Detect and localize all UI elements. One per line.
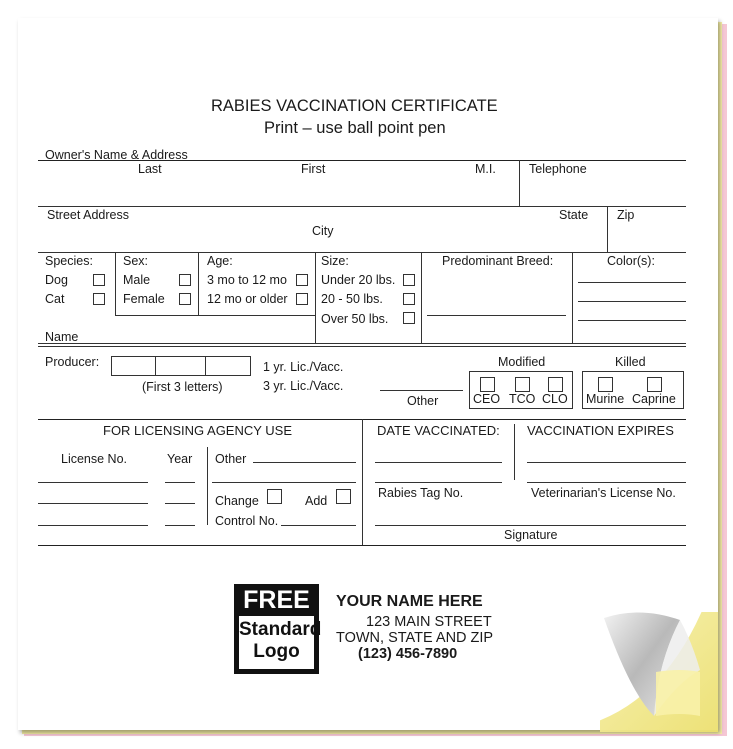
state-label: State	[559, 208, 589, 222]
species-cat-label: Cat	[45, 292, 65, 306]
age-older-checkbox[interactable]	[296, 293, 308, 305]
owner-section-label: Owner's Name & Address	[45, 148, 188, 162]
agency-other-line[interactable]	[253, 462, 356, 463]
age-option-older-label: 12 mo or older	[207, 292, 288, 306]
city-label: City	[312, 224, 334, 238]
divider	[421, 252, 422, 343]
divider	[38, 343, 686, 344]
sex-male-checkbox[interactable]	[179, 274, 191, 286]
vet-license-label: Veterinarian's License No.	[531, 486, 676, 500]
street-address-label: Street Address	[47, 208, 129, 222]
last-name-label: Last	[138, 162, 162, 176]
sex-female-label: Female	[123, 292, 165, 306]
tco-checkbox[interactable]	[515, 377, 530, 392]
year-line-2[interactable]	[165, 503, 195, 504]
year-label: Year	[167, 452, 193, 466]
caprine-checkbox[interactable]	[647, 377, 662, 392]
logo-free-text: FREE	[243, 586, 310, 614]
certificate-title: RABIES VACCINATION CERTIFICATE	[211, 97, 498, 115]
ceo-label: CEO	[473, 392, 501, 406]
zip-label: Zip	[617, 208, 635, 222]
clo-checkbox[interactable]	[548, 377, 563, 392]
date-vaccinated-label: DATE VACCINATED:	[377, 423, 500, 438]
color-input-line-2[interactable]	[578, 301, 686, 302]
date-vaccinated-line-2[interactable]	[375, 482, 502, 483]
species-dog-label: Dog	[45, 273, 68, 287]
modified-label: Modified	[498, 355, 546, 369]
license-no-label: License No.	[61, 452, 128, 466]
size-large-checkbox[interactable]	[403, 312, 415, 324]
murine-checkbox[interactable]	[598, 377, 613, 392]
license-line-1[interactable]	[38, 482, 148, 483]
imprint-city: TOWN, STATE AND ZIP	[336, 630, 494, 646]
telephone-label: Telephone	[529, 162, 587, 176]
pet-name-label: Name	[45, 330, 79, 344]
size-medium-label: 20 - 50 lbs.	[321, 292, 383, 306]
size-large-label: Over 50 lbs.	[321, 312, 389, 326]
divider	[362, 419, 363, 546]
expires-line[interactable]	[527, 462, 686, 463]
control-no-label: Control No.	[215, 514, 279, 528]
free-standard-logo	[234, 584, 322, 674]
divider	[38, 206, 686, 207]
year-line-3[interactable]	[165, 525, 195, 526]
vaccination-expires-label: VACCINATION EXPIRES	[527, 423, 674, 438]
one-year-license-label: 1 yr. Lic./Vacc.	[263, 360, 344, 374]
divider	[155, 356, 156, 375]
signature-line[interactable]	[375, 525, 686, 526]
killed-label: Killed	[615, 355, 646, 369]
imprint-street: 123 MAIN STREET	[366, 614, 492, 630]
color-input-line-3[interactable]	[578, 320, 686, 321]
three-year-license-label: 3 yr. Lic./Vacc.	[263, 379, 344, 393]
logo-logo-text: Logo	[253, 641, 300, 662]
colors-label: Color(s):	[607, 254, 655, 268]
certificate-subtitle: Print – use ball point pen	[264, 119, 446, 137]
rabies-tag-label: Rabies Tag No.	[378, 486, 464, 500]
licensing-agency-title: FOR LICENSING AGENCY USE	[103, 423, 293, 438]
age-young-checkbox[interactable]	[296, 274, 308, 286]
control-no-line[interactable]	[281, 525, 356, 526]
producer-hint: (First 3 letters)	[142, 380, 223, 394]
species-dog-checkbox[interactable]	[93, 274, 105, 286]
species-label: Species:	[45, 254, 93, 268]
divider	[519, 160, 520, 206]
divider	[38, 160, 686, 161]
producer-label: Producer:	[45, 355, 100, 369]
producer-letter-boxes[interactable]	[111, 356, 251, 376]
divider	[207, 447, 208, 525]
size-small-label: Under 20 lbs.	[321, 273, 396, 287]
signature-label: Signature	[504, 528, 558, 542]
breed-label: Predominant Breed:	[442, 254, 554, 268]
add-checkbox[interactable]	[336, 489, 351, 504]
change-label: Change	[215, 494, 259, 508]
divider	[115, 252, 116, 315]
divider	[38, 252, 686, 253]
clo-label: CLO	[542, 392, 568, 406]
caprine-label: Caprine	[632, 392, 676, 406]
size-label: Size:	[321, 254, 349, 268]
logo-standard-text: Standard	[239, 619, 322, 640]
year-line-1[interactable]	[165, 482, 195, 483]
producer-other-label: Other	[407, 394, 439, 408]
agency-other-line-2[interactable]	[212, 482, 356, 483]
age-option-young-label: 3 mo to 12 mo	[207, 273, 287, 287]
tco-label: TCO	[509, 392, 536, 406]
sex-label: Sex:	[123, 254, 149, 268]
breed-input-line[interactable]	[427, 315, 566, 316]
size-small-checkbox[interactable]	[403, 274, 415, 286]
divider	[38, 346, 686, 347]
color-input-line-1[interactable]	[578, 282, 686, 283]
sex-female-checkbox[interactable]	[179, 293, 191, 305]
divider	[38, 545, 686, 546]
date-vaccinated-line[interactable]	[375, 462, 502, 463]
age-label: Age:	[207, 254, 233, 268]
expires-line-2[interactable]	[527, 482, 686, 483]
divider	[315, 252, 316, 343]
imprint-name: YOUR NAME HERE	[336, 593, 483, 610]
divider	[572, 252, 573, 343]
divider	[198, 252, 199, 315]
license-line-3[interactable]	[38, 525, 148, 526]
first-name-label: First	[301, 162, 326, 176]
license-line-2[interactable]	[38, 503, 148, 504]
divider	[607, 206, 608, 252]
logo-inner-panel	[239, 616, 322, 669]
add-label: Add	[305, 494, 328, 508]
divider	[115, 315, 315, 316]
other-input-line[interactable]	[380, 390, 463, 391]
middle-initial-label: M.I.	[475, 162, 496, 176]
ceo-checkbox[interactable]	[480, 377, 495, 392]
species-cat-checkbox[interactable]	[93, 293, 105, 305]
divider	[205, 356, 206, 375]
change-checkbox[interactable]	[267, 489, 282, 504]
agency-other-label: Other	[215, 452, 247, 466]
page-curl-icon	[600, 612, 720, 732]
imprint-phone: (123) 456-7890	[358, 646, 458, 662]
divider	[514, 424, 515, 480]
size-medium-checkbox[interactable]	[403, 293, 415, 305]
sex-male-label: Male	[123, 273, 151, 287]
murine-label: Murine	[586, 392, 625, 406]
